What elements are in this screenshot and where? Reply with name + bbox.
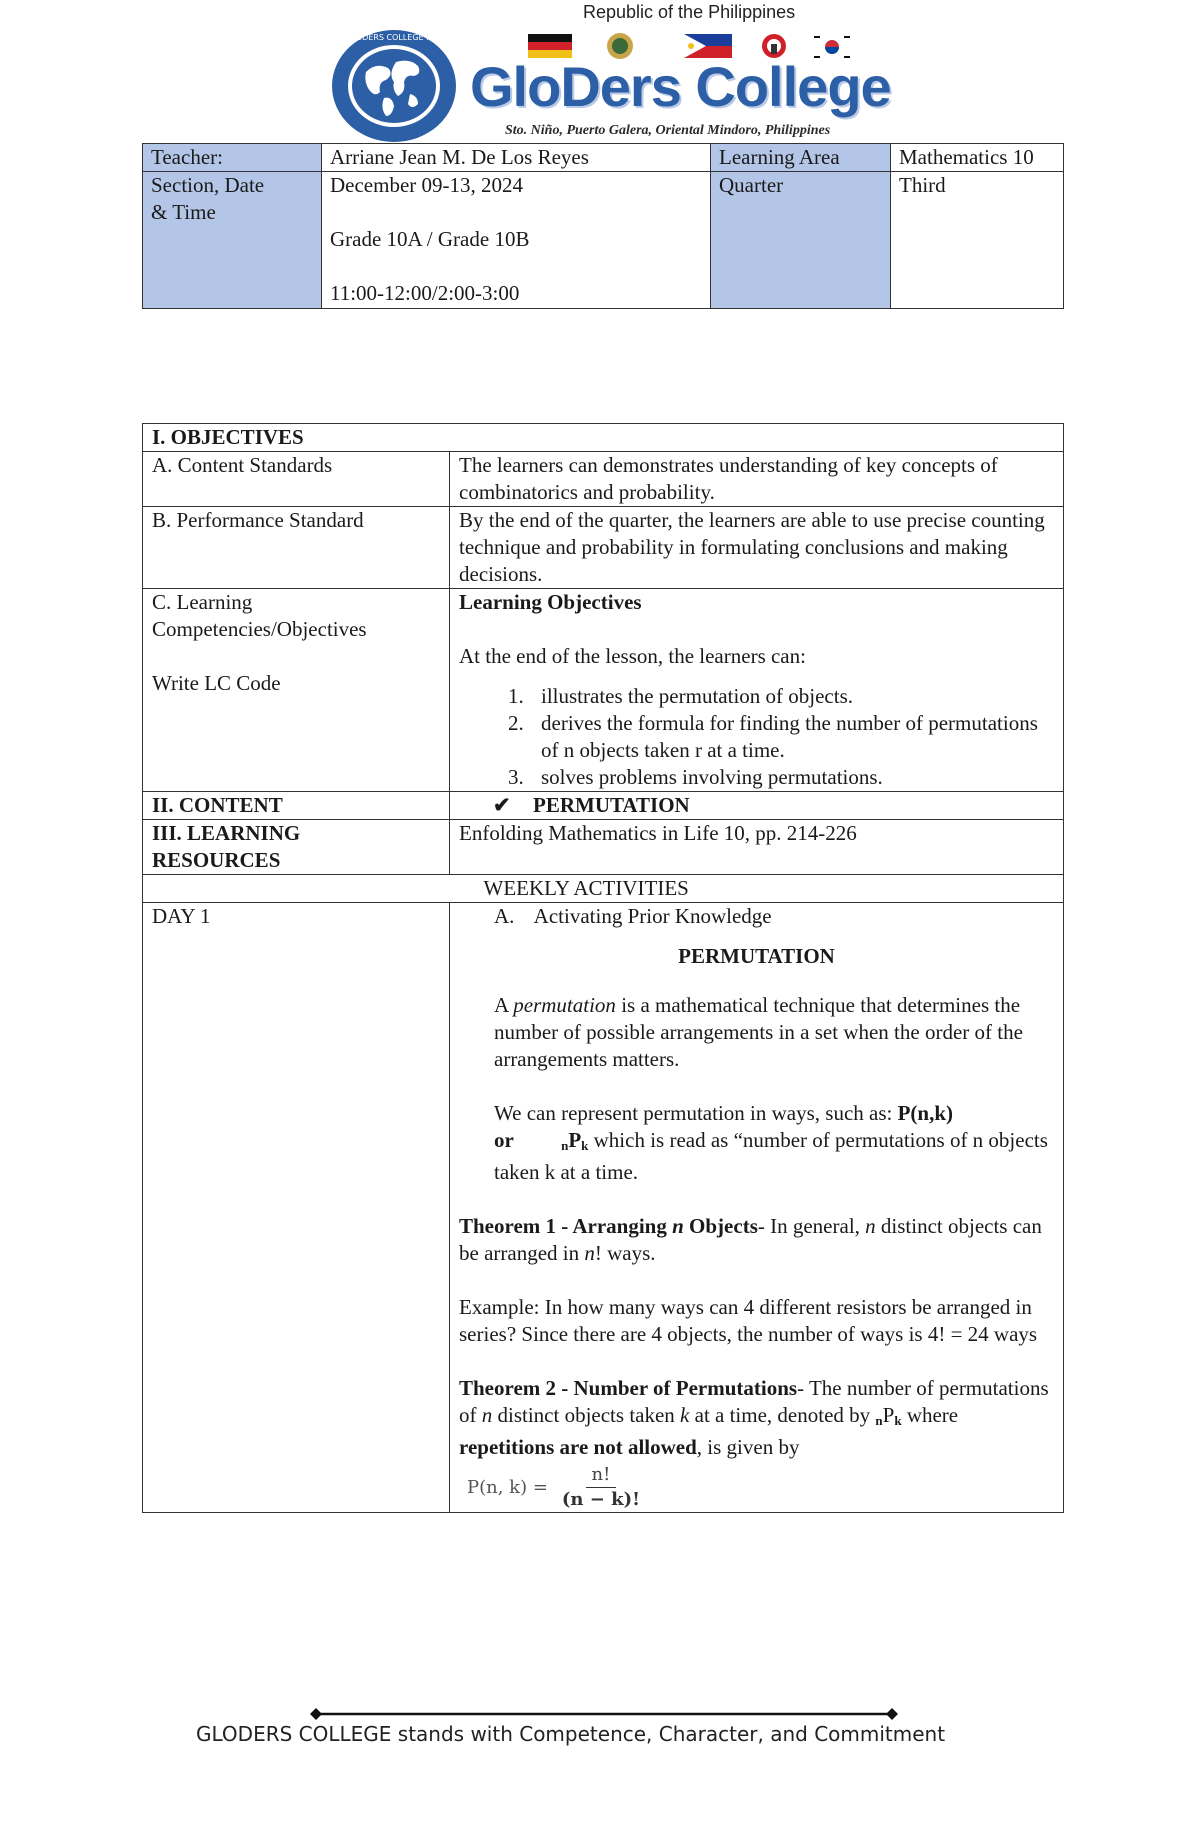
lesson-plan-table <box>142 423 1064 1513</box>
theorem1-text-b: distinct objects can be arranged in <box>459 1214 1042 1265</box>
footer-divider <box>310 1706 898 1722</box>
theorem2-n-sub: n <box>875 1413 883 1428</box>
competencies-label-line1: C. Learning <box>152 590 253 614</box>
resources-label-cell <box>143 820 450 875</box>
area-value: Mathematics 10 <box>899 145 1034 169</box>
content-label: II. CONTENT <box>143 792 450 820</box>
quarter-label-cell <box>711 172 891 309</box>
learning-objectives-title: Learning Objectives <box>459 590 642 614</box>
notation-p: P <box>568 1128 582 1152</box>
theorem2-p: P <box>882 1403 895 1427</box>
notation-pnk: P(n,k) <box>897 1101 954 1125</box>
learning-objectives-intro: At the end of the lesson, the learners can: <box>459 644 806 668</box>
college-seal-icon <box>330 28 458 144</box>
theorem2-bold: repetitions are not allowed <box>459 1435 697 1459</box>
content-standards-label: A. Content Standards <box>143 452 450 507</box>
objectives-list <box>459 683 1054 791</box>
definition-text: is a mathematical technique that determines the number of possible arrangements in a set when the order of the arrangements matters. <box>494 993 1023 1071</box>
quarter-value-cell <box>891 172 1064 309</box>
lc-code-label: Write LC Code <box>152 671 281 695</box>
activity-marker: A. <box>494 904 515 928</box>
theorem1-n2: n <box>584 1241 595 1265</box>
formula-denominator: (n − k)! <box>561 1489 641 1510</box>
resources-value: Enfolding Mathematics in Life 10, pp. 214-226 <box>450 820 1064 875</box>
theorem2-text-c: at a time, denoted by <box>694 1403 871 1427</box>
learning-objectives-cell <box>450 589 1064 792</box>
republic-label: Republic of the Philippines <box>583 2 796 22</box>
activity-title: Activating Prior Knowledge <box>533 904 772 928</box>
formula-numerator: n! <box>586 1463 617 1488</box>
quarter-label: Quarter <box>719 173 784 197</box>
footer-motto: GLODERS COLLEGE stands with Competence, Character, and Commitment <box>196 1722 946 1746</box>
info-table <box>142 143 1064 309</box>
theorem2-text-d: where <box>906 1403 959 1427</box>
section-label-cell <box>143 172 322 309</box>
teacher-value-cell <box>322 144 711 172</box>
permutation-notation <box>494 1100 1054 1186</box>
quarter-value: Third <box>899 173 946 197</box>
notation-text: We can represent permutation in ways, such as: <box>494 1101 893 1125</box>
permutation-formula <box>467 1463 1054 1512</box>
content-standards-text: The learners can demonstrates understanding of key concepts of combinatorics and probability. <box>450 452 1064 507</box>
section-value-cell <box>322 172 711 309</box>
content-value-cell <box>450 792 1064 820</box>
theorem1-title-b: Objects <box>689 1214 758 1238</box>
theorem2 <box>459 1375 1054 1461</box>
area-value-cell <box>891 144 1064 172</box>
content-value: PERMUTATION <box>533 793 690 817</box>
theorem2-text-a: - The number of permutations of <box>459 1376 1049 1427</box>
activity-heading <box>494 903 1054 930</box>
teacher-label: Teacher: <box>151 145 223 169</box>
area-label: Learning Area <box>719 145 840 169</box>
document-header <box>0 0 1200 140</box>
competencies-label-line2: Competencies/Objectives <box>152 617 367 641</box>
theorem1-text-a: - In general, <box>757 1214 860 1238</box>
section-label-line1: Section, Date <box>151 173 265 197</box>
competencies-label-cell <box>143 589 450 792</box>
definition-article: A <box>494 993 509 1017</box>
theorem1-example: Example: In how many ways can 4 different resistors be arranged in series? Since there are 4 objects, the number of ways is 4! = 24 ways <box>459 1295 1038 1346</box>
theorem1 <box>459 1213 1054 1267</box>
grade-value: Grade 10A / Grade 10B <box>330 227 530 251</box>
teacher-label-cell <box>143 144 322 172</box>
permutation-definition <box>494 992 1054 1073</box>
theorem2-n: n <box>481 1403 493 1427</box>
area-label-cell <box>711 144 891 172</box>
section-label-line2: & Time <box>151 200 216 224</box>
notation-or: or <box>494 1128 514 1152</box>
formula-fraction <box>556 1463 646 1512</box>
objective-item: 1. illustrates the permutation of objects. <box>529 683 1054 710</box>
theorem1-text-c: ! ways. <box>594 1241 656 1265</box>
theorem1-n: n <box>865 1214 876 1238</box>
date-value: December 09-13, 2024 <box>330 173 524 197</box>
day-label: DAY 1 <box>143 903 450 1513</box>
theorem2-title: Theorem 2 - Number of Permutations <box>459 1376 798 1400</box>
performance-standard-label: B. Performance Standard <box>143 507 450 589</box>
time-value: 11:00-12:00/2:00-3:00 <box>330 281 520 305</box>
day1-content <box>450 903 1064 1513</box>
theorem1-title-a: Theorem 1 - Arranging <box>459 1214 667 1238</box>
teacher-value: Arriane Jean M. De Los Reyes <box>330 145 589 169</box>
notation-reading: which is read as “number of permutations of n objects taken k at a time. <box>494 1128 1048 1184</box>
permutation-heading: PERMUTATION <box>678 944 835 968</box>
resources-label-line2: RESOURCES <box>152 848 281 872</box>
theorem1-title-n: n <box>672 1214 684 1238</box>
college-address: Sto. Niño, Puerto Galera, Oriental Mindoro, Philippines <box>505 123 831 138</box>
objectives-header: I. OBJECTIVES <box>143 424 1064 452</box>
resources-label-line1: III. LEARNING <box>152 821 301 845</box>
formula-lhs: P(n, k) = <box>467 1477 548 1498</box>
notation-k: k <box>581 1138 589 1153</box>
theorem2-k-sub: k <box>894 1413 902 1428</box>
theorem2-k: k <box>680 1403 690 1427</box>
theorem2-text-e: , is given by <box>696 1435 800 1459</box>
weekly-activities-heading: WEEKLY ACTIVITIES <box>450 875 1064 903</box>
seal-ring-text: GLODERS COLLEGE INC. <box>345 33 443 42</box>
checkmark-icon: ✔ <box>493 793 511 817</box>
definition-term: permutation <box>513 993 616 1017</box>
notation-n: n <box>561 1138 569 1153</box>
theorem2-text-b: distinct objects taken <box>497 1403 675 1427</box>
objective-item: 3. solves problems involving permutations. <box>529 764 1054 791</box>
performance-standard-text: By the end of the quarter, the learners are able to use precise counting technique and probability in formulating conclusions and making decisions. <box>450 507 1064 589</box>
objective-item: 2. derives the formula for finding the number of permutations of n objects taken r at a time. <box>529 710 1054 764</box>
college-name: GloDers College <box>470 55 891 118</box>
